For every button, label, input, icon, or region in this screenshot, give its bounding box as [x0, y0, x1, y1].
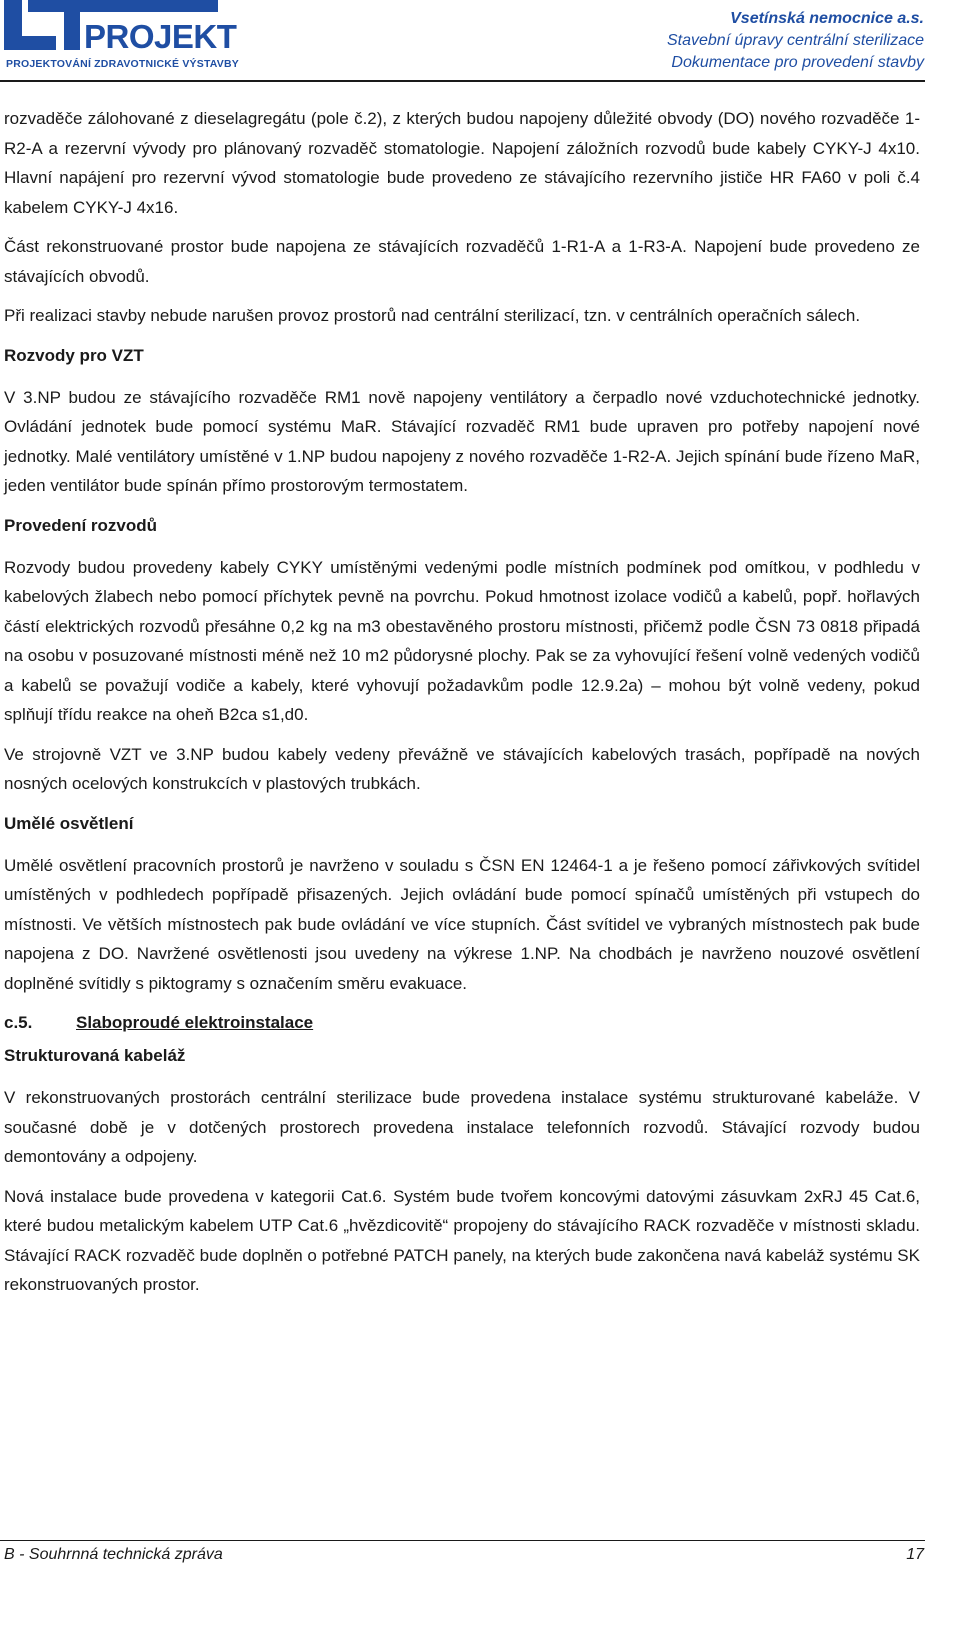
- company-logo: [4, 0, 239, 72]
- paragraph: V 3.NP budou ze stávajícího rozvaděče RM1 nově napojeny ventilátory a čerpadlo nové vzduchotechnické jednotky. Ovládání jednotek bude pomocí systému MaR. Stávající rozvaděč RM1 bude upraven pro potřeby napojení nové jednotky. Malé ventilátory umístěné v 1.NP budou napojeny z nového rozvaděče 1-R2-A. Jejich spínání bude řízeno MaR, jeden ventilátor bude spínán přímo prostorovým termostatem.: [4, 387, 920, 495]
- footer-title: B - Souhrnná technická zpráva: [4, 1546, 223, 1563]
- document-info: [667, 8, 924, 74]
- heading-provedeni-rozvodu: Provedení rozvodů: [4, 515, 158, 535]
- paragraph: Část rekonstruované prostor bude napojena ze stávajících rozvaděčů 1-R1-A a 1-R3-A. Napojení bude provedeno ze stávajících obvodů.: [4, 237, 920, 286]
- svg-text:PROJEKT: PROJEKT: [84, 18, 237, 55]
- section-heading: [4, 1008, 920, 1037]
- header-divider: [0, 80, 925, 82]
- logo-graphic: [4, 0, 237, 56]
- section-number: c.5.: [4, 1013, 33, 1032]
- document-type: Dokumentace pro provedení stavby: [671, 54, 924, 71]
- client-name: Vsetínská nemocnice a.s.: [730, 10, 924, 27]
- paragraph: Při realizaci stavby nebude narušen provoz prostorů nad centrální sterilizací, tzn. v centrálních operačních sálech.: [4, 306, 861, 325]
- section-title: Slaboproudé elektroinstalace: [76, 1013, 314, 1032]
- logo-subtitle: PROJEKTOVÁNÍ ZDRAVOTNICKÉ VÝSTAVBY: [6, 58, 239, 70]
- paragraph: Ve strojovně VZT ve 3.NP budou kabely vedeny převážně ve stávajících kabelových trasách, popřípadě na nových nosných ocelových konstrukcích v plastových trubkách.: [4, 744, 920, 793]
- heading-rozvody-vzt: Rozvody pro VZT: [4, 345, 144, 365]
- heading-umele-osvetleni: Umělé osvětlení: [4, 813, 134, 833]
- project-name: Stavební úpravy centrální sterilizace: [666, 32, 924, 49]
- paragraph: Nová instalace bude provedena v kategorii Cat.6. Systém bude tvořem koncovými datovými zásuvkam 2xRJ 45 Cat.6, které budou metalickým kabelem UTP Cat.6 „hvězdicovitě“ propojeny do stávajícího RACK rozvaděče v místnosti skladu. Stávající RACK rozvaděč bude doplněn o potřebné PATCH panely, na kterých bude zakončena navá kabeláž systému SK rekonstruovaných prostor.: [4, 1186, 920, 1294]
- page-header: [0, 0, 960, 84]
- paragraph: rozvaděče zálohované z dieselagregátu (pole č.2), z kterých budou napojeny důležité obvody (DO) nového rozvaděče 1-R2-A a rezervní vývody pro plánovaný rozvaděč stomatologie. Napojení záložních rozvodů bude kabely CYKY-J 4x10. Hlavní napájení pro rezervní vývod stomatologie bude provedeno ze stávajícího rezervního jističe HR FA60 v poli č.4 kabelem CYKY-J 4x16.: [4, 109, 920, 217]
- page-number: 17: [906, 1546, 924, 1563]
- footer-divider: [0, 1540, 925, 1541]
- paragraph: V rekonstruovaných prostorách centrální sterilizace bude provedena instalace systému strukturované kabeláže. V současné době je v dotčených prostorech provedena instalace telefonních rozvodů. Stávající rozvody budou demontovány a odpojeny.: [4, 1088, 920, 1166]
- paragraph: Umělé osvětlení pracovních prostorů je navrženo v souladu s ČSN EN 12464-1 a je řešeno pomocí zářivkových svítidel umístěných v podhledech popřípadě přisazených. Jejich ovládání bude pomocí spínačů umístěných při vstupech do místnosti. Ve větších místnostech pak bude ovládání ve více stupních. Část svítidel ve vybraných místnostech pak bude napojena z DO. Navržené osvětlenosti jsou uvedeny na výkrese 1.NP. Na chodbách je navrženo nouzové osvětlení doplněné svítidly s piktogramy s označením směru evakuace.: [4, 855, 920, 993]
- document-body: [4, 104, 920, 1310]
- paragraph: Rozvody budou provedeny kabely CYKY umístěnými vedenými podle místních podmínek pod omítkou, v podhledu v kabelových žlabech nebo pomocí příchytek pevně na povrchu. Pokud hmotnost izolace vodičů a kabelů, popř. hořlavých částí elektrických rozvodů přesáhne 0,2 kg na m3 obestavěného prostoru místnosti, přičemž podle ČSN 73 0818 připadá na osobu v posuzované místnosti méně než 10 m2 půdorysné plochy. Pak se za vyhovující řešení volně vedených vodičů a kabelů se považují vodiče a kabely, které vyhovují požadavkům podle 12.9.2a) – mohou být volně vedeny, pokud splňují třídu reakce na oheň B2ca s1,d0.: [4, 557, 920, 724]
- heading-strukturovana-kabelaz: Strukturovaná kabeláž: [4, 1046, 186, 1065]
